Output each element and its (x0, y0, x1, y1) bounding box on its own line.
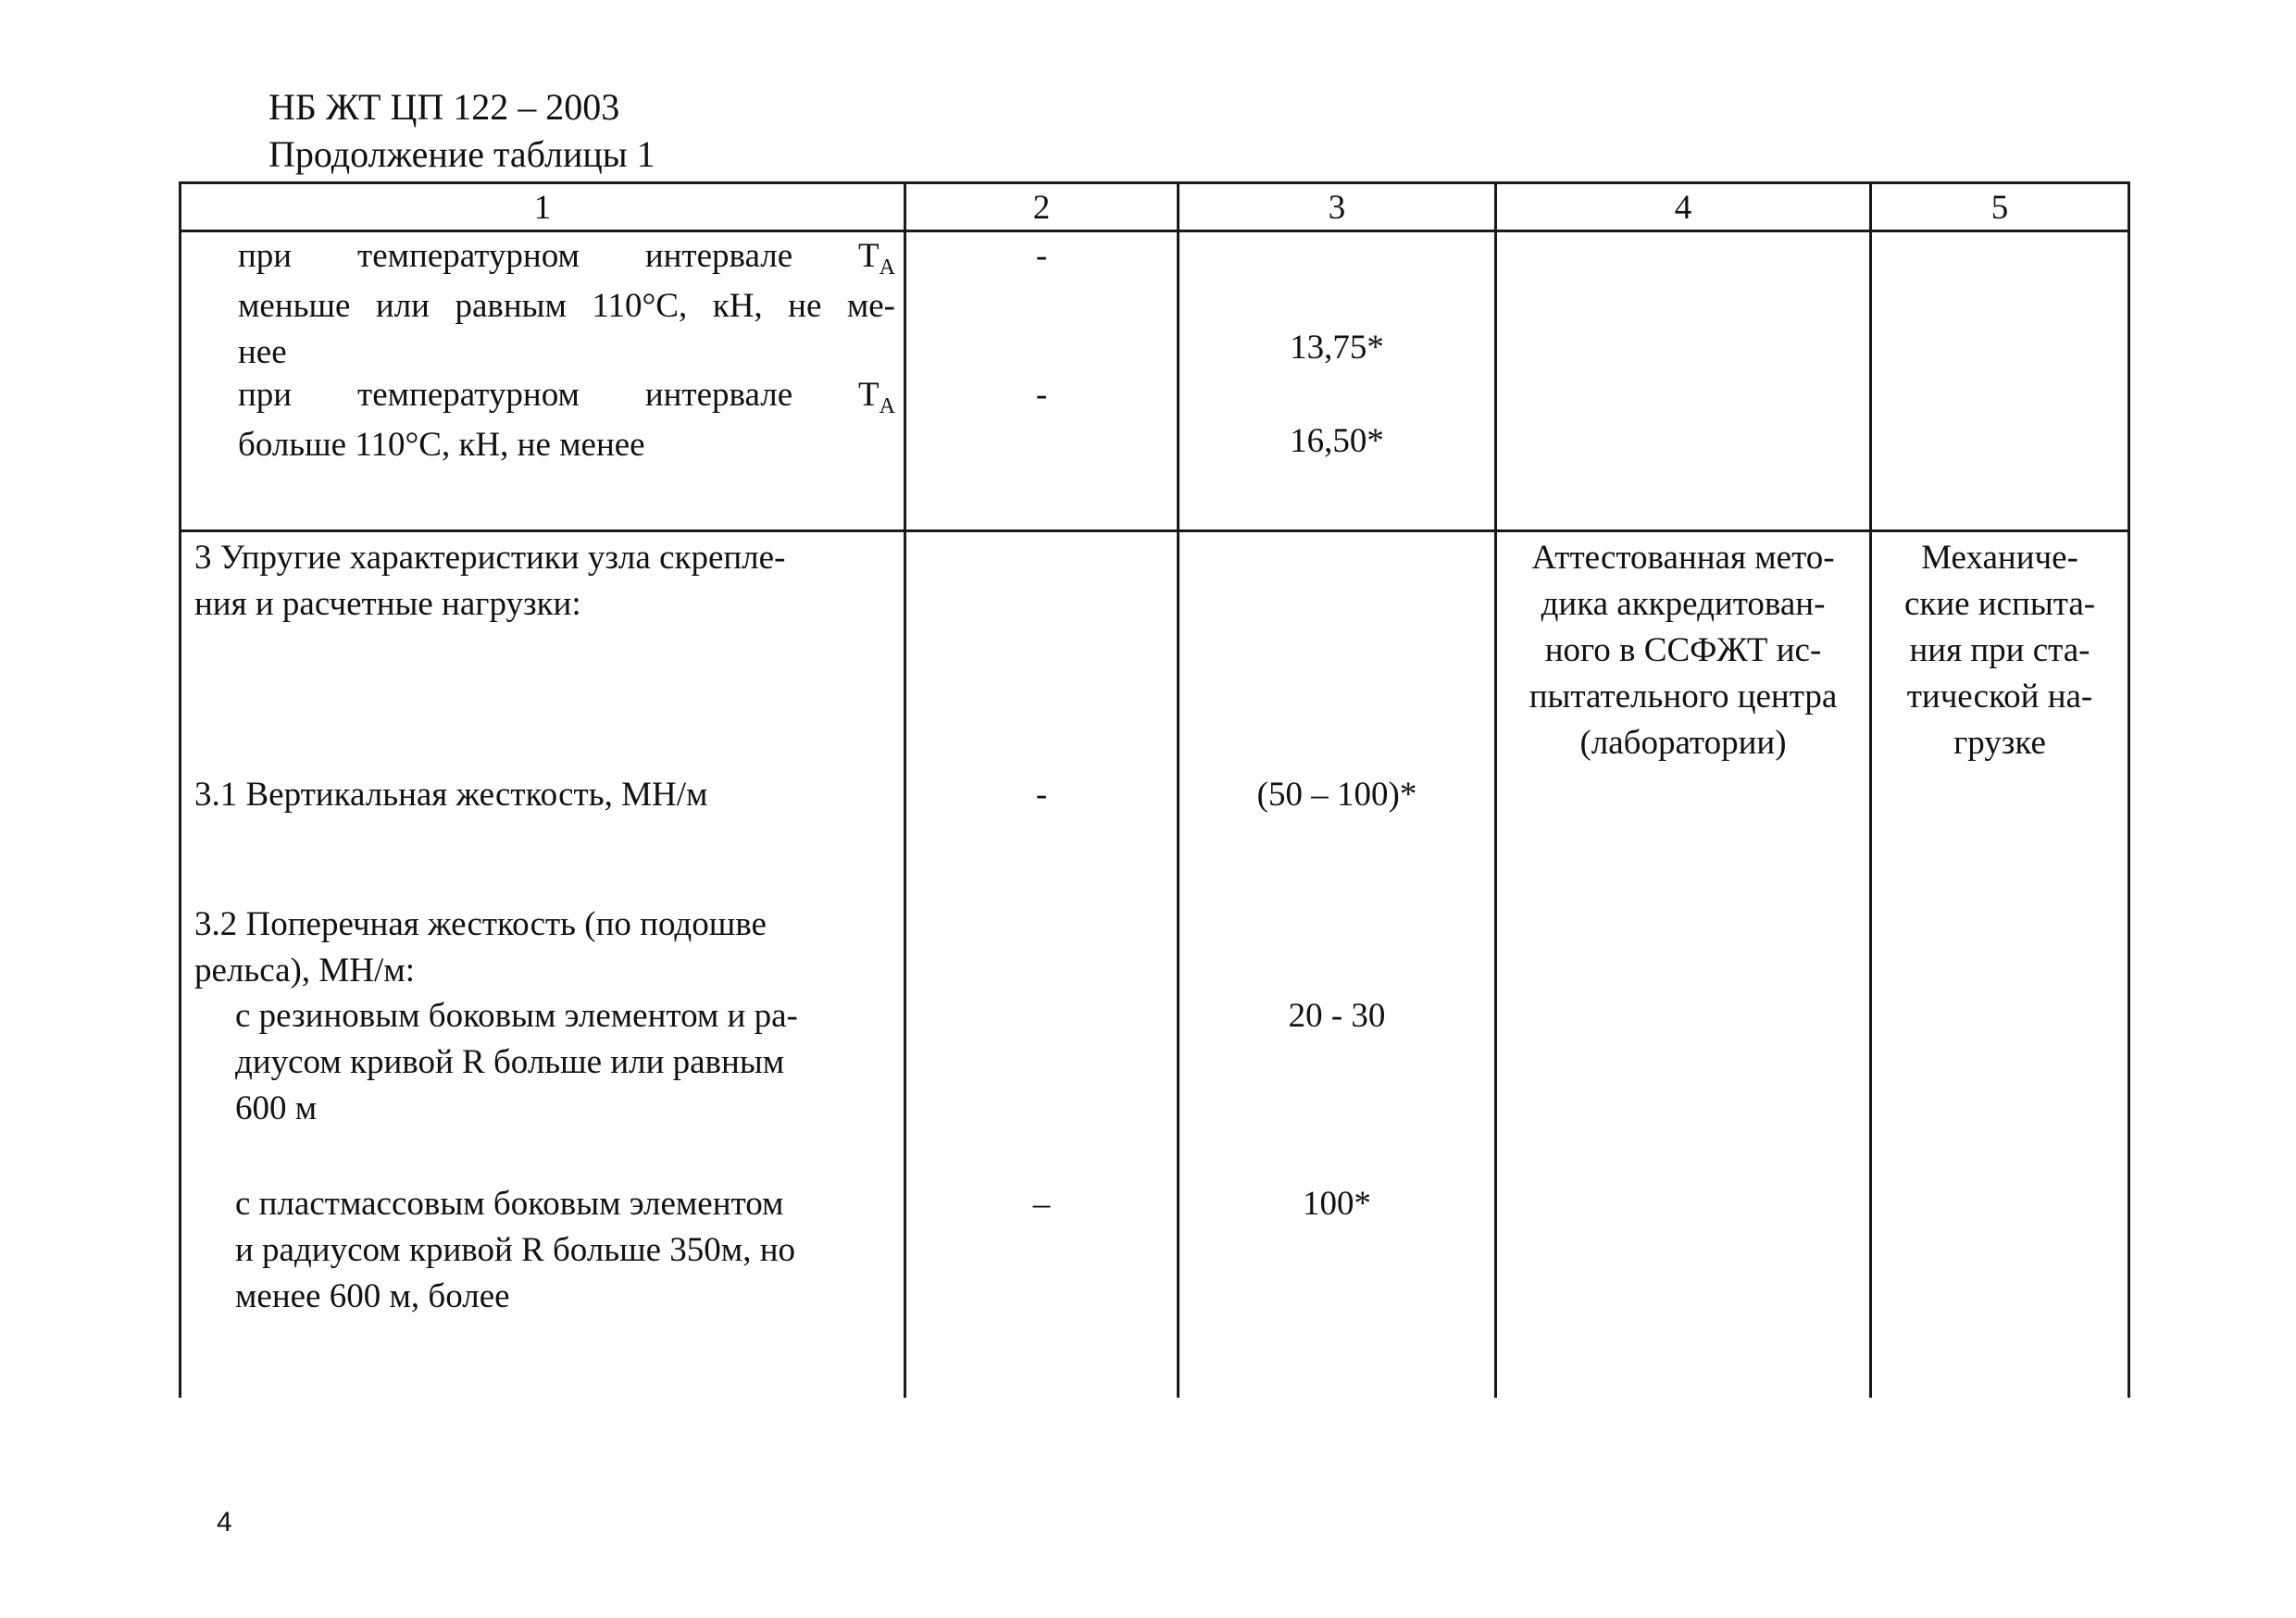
text-line: с пластмассовым боковым элементом (235, 1185, 784, 1223)
test-method-cell (1497, 535, 1869, 766)
table-top-border (179, 181, 2130, 184)
text-line: (лаборатории) (1579, 724, 1787, 762)
text-line: грузке (1953, 724, 2046, 762)
text-line: тической на- (1906, 678, 2093, 716)
dash-cell: - (1035, 237, 1048, 275)
dash-cell: – (1032, 1185, 1051, 1223)
column-header-1: 1 (533, 189, 552, 227)
page-number: 4 (217, 1507, 232, 1537)
value-16-50: 16,50* (1290, 422, 1384, 460)
text-line: ния и расчетные нагрузки: (194, 585, 581, 623)
column-line-5 (1869, 181, 1872, 1398)
plastic-element-item (235, 1181, 795, 1320)
column-header-2: 2 (1032, 189, 1051, 227)
text-line: рельса), МН/м: (194, 952, 415, 989)
text-line: 600 м (235, 1089, 318, 1127)
column-header-5: 5 (1990, 189, 2009, 227)
text-line: меньше или равным 110°С, кН, не ме- (238, 287, 895, 325)
rubber-element-value: 20 - 30 (1288, 997, 1386, 1035)
text-line: с резиновым боковым элементом и ра- (235, 997, 798, 1035)
temp-interval-le-110 (238, 233, 895, 376)
text-line: ного в ССФЖТ ис- (1544, 631, 1822, 669)
text-line: ния при ста- (1909, 631, 2090, 669)
rubber-element-item (235, 993, 798, 1132)
text-line: Механиче- (1921, 539, 2078, 577)
text-line: больше 110°С, кН, не менее (238, 426, 645, 464)
dash-cell: - (1035, 776, 1048, 814)
vertical-stiffness-label: 3.1 Вертикальная жесткость, МН/м (194, 776, 708, 814)
text-line: менее 600 м, более (235, 1277, 510, 1315)
text-line: при температурном интервале $Т_А$ (238, 376, 895, 418)
column-line-1 (179, 181, 181, 1398)
dash-cell: - (1035, 376, 1048, 414)
row-divider (179, 529, 2130, 532)
text-line: Аттестованная мето- (1531, 539, 1835, 577)
column-line-6 (2128, 181, 2130, 1398)
table-caption: Продолжение таблицы 1 (268, 133, 655, 175)
text-line: диусом кривой R больше или равным (235, 1043, 785, 1081)
column-line-4 (1494, 181, 1497, 1398)
text-line: при температурном интервале $Т_А$ (238, 237, 895, 280)
text-line: нее (238, 333, 287, 371)
text-line: дика аккредитован- (1541, 585, 1826, 623)
temp-interval-gt-110 (238, 372, 895, 468)
column-header-4: 4 (1674, 189, 1692, 227)
document-code: НБ ЖТ ЦП 122 – 2003 (268, 86, 620, 128)
text-line: 3 Упругие характеристики узла скрепле- (194, 539, 786, 577)
section-3-heading (194, 535, 785, 628)
text-line: пытательного центра (1529, 678, 1838, 716)
text-line: ские испыта- (1903, 585, 2096, 623)
vertical-stiffness-value: (50 – 100)* (1256, 776, 1417, 814)
column-header-3: 3 (1328, 189, 1346, 227)
text-line: 3.2 Поперечная жесткость (по подошве (194, 905, 767, 943)
text-line: и радиусом кривой R больше 350м, но (235, 1231, 796, 1269)
test-type-cell (1872, 535, 2128, 766)
lateral-stiffness-label (194, 902, 767, 994)
plastic-element-value: 100* (1303, 1185, 1371, 1223)
value-13-75: 13,75* (1290, 329, 1384, 367)
